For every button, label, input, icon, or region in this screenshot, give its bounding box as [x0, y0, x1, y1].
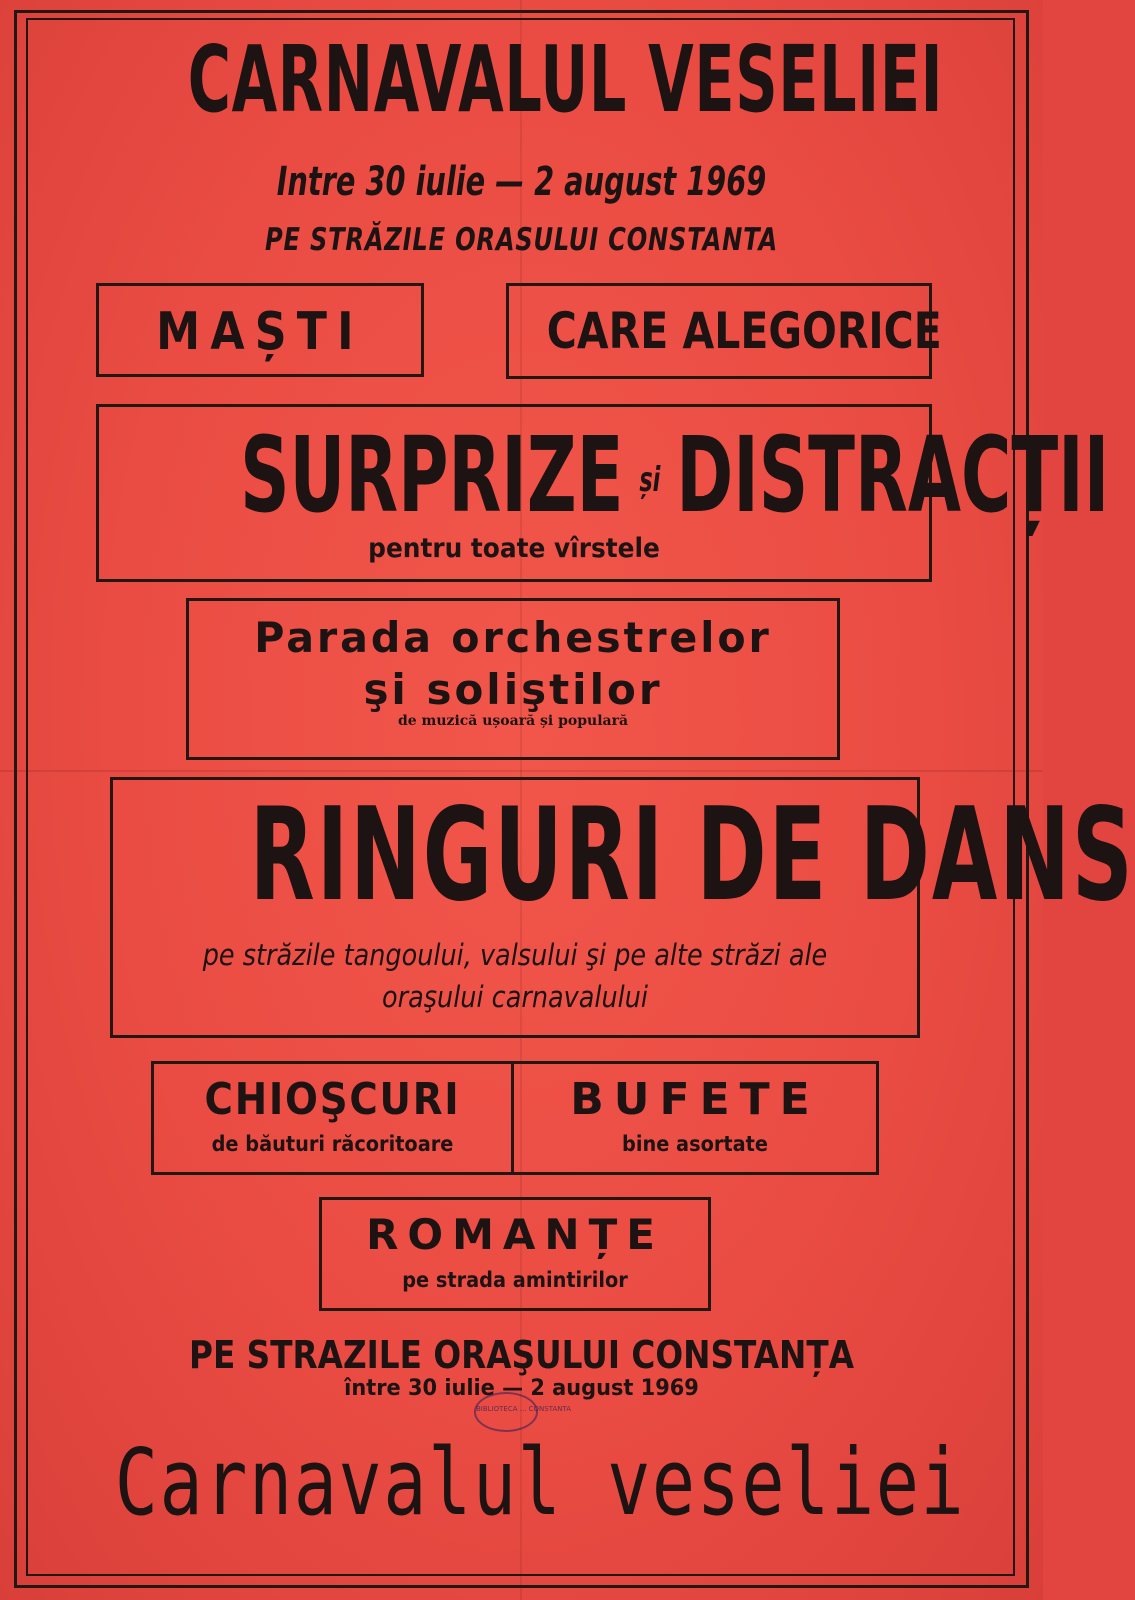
surprize-word: SURPRIZE — [240, 414, 624, 536]
romante-title: ROMANȚE — [366, 1210, 664, 1259]
ringuri-box — [110, 777, 1135, 1038]
surprize-box — [96, 404, 1110, 582]
poster-title: CARNAVALUL VESELIEI — [187, 26, 944, 133]
library-stamp — [474, 1392, 571, 1432]
ringuri-title: RINGURI DE DANS — [249, 781, 1135, 930]
chioscuri-subtitle: de băuturi răcoritoare — [211, 1132, 454, 1156]
romante-box — [319, 1197, 711, 1311]
si-conjunction: și — [639, 460, 661, 500]
romante-subtitle: pe strada amintirilor — [402, 1268, 628, 1292]
event-dates: Intre 30 iulie — 2 august 1969 — [276, 159, 767, 205]
ringuri-subtitle-1: pe străzile tangoului, valsului şi pe alte străzi ale — [202, 938, 828, 972]
footer-location: PE STRAZILE ORAŞULUI CONSTANȚA — [189, 1333, 854, 1377]
chioscuri-title: CHIOŞCURI — [204, 1074, 461, 1125]
footer-dates: între 30 iulie — 2 august 1969 — [344, 1376, 699, 1401]
bufete-subtitle: bine asortate — [622, 1132, 768, 1156]
stamp-text: BIBLIOTECA ... CONSTANTA — [476, 1405, 571, 1413]
footer-title: Carnavalul veseliei — [114, 1429, 966, 1536]
chioscuri-bufete-box — [151, 1061, 879, 1175]
surprize-heading — [240, 414, 1110, 540]
care-alegorice-box — [506, 283, 942, 379]
parada-line-1: Parada orchestrelor — [254, 613, 772, 662]
event-location: PE STRĂZILE ORASULUI CONSTANTA — [264, 222, 779, 258]
surprize-subtitle: pentru toate vîrstele — [368, 533, 660, 564]
distractii-word: DISTRACȚII — [676, 414, 1110, 536]
parada-box — [186, 598, 840, 760]
parada-subtitle: de muzică ușoară și populară — [397, 713, 629, 729]
care-alegorice-label: CARE ALEGORICE — [546, 302, 942, 360]
masti-label: MAȘTI — [156, 302, 364, 362]
bufete-title: BUFETE — [570, 1074, 820, 1125]
masti-box — [96, 283, 424, 377]
parada-line-2: şi soliştilor — [363, 665, 663, 714]
ringuri-subtitle-2: oraşului carnavalului — [381, 980, 649, 1014]
